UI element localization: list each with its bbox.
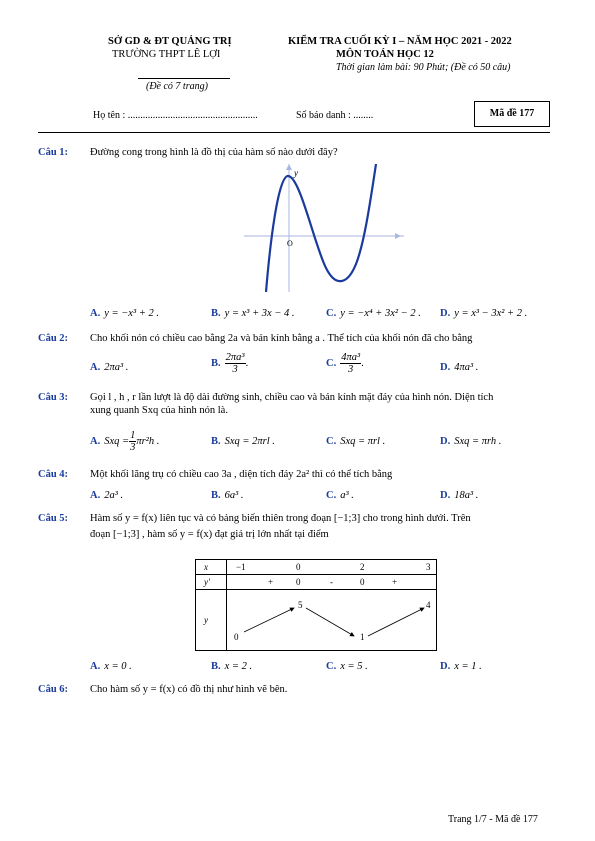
q1-option-a[interactable]: A. y = −x³ + 2 . bbox=[90, 308, 159, 319]
q4-option-b[interactable]: B. 6a³ . bbox=[211, 490, 244, 501]
decrease-arrow bbox=[306, 608, 354, 636]
student-name-field: Họ tên : .................................................... bbox=[93, 110, 258, 121]
y-value: 5 bbox=[298, 600, 303, 610]
x-value: 3 bbox=[426, 562, 431, 572]
question-text: Cho khối nón có chiều cao bằng 2a và bán kính bằng a . Thể tích của khối nón đã cho bằng bbox=[90, 333, 473, 344]
increase-arrow bbox=[244, 608, 294, 632]
q2-option-d[interactable]: D. 4πa³ . bbox=[440, 362, 479, 373]
y-arrow-icon bbox=[286, 164, 292, 170]
question-text-line2: đoạn [−1;3] , hàm số y = f(x) đạt giá trị lớn nhất tại điểm bbox=[90, 529, 329, 540]
school-dept: SỞ GD & ĐT QUẢNG TRỊ bbox=[108, 36, 232, 47]
yprime-sign: - bbox=[330, 577, 333, 587]
q1-option-c[interactable]: C. y = −x⁴ + 3x² − 2 . bbox=[326, 308, 421, 319]
school-name: TRƯỜNG THPT LÊ LỢI bbox=[112, 49, 221, 60]
header-divider bbox=[138, 78, 230, 79]
question-text: Hàm số y = f(x) liên tục và có bảng biến thiên trong đoạn [−1;3] cho trong hình dưới. Trên bbox=[90, 513, 471, 524]
q3-option-a[interactable]: A. Sxq = $\frac{1}{3}$ πr²h . bbox=[90, 430, 160, 453]
question-text: Đường cong trong hình là đồ thị của hàm số nào dưới đây? bbox=[90, 147, 338, 158]
q4-option-d[interactable]: D. 18a³ . bbox=[440, 490, 479, 501]
question-label: Câu 4: bbox=[38, 469, 69, 480]
yprime-sign: + bbox=[392, 577, 398, 587]
q2-option-b[interactable]: B. $\frac{\text{2πa³}}{3}$ . bbox=[211, 352, 249, 375]
q4-option-a[interactable]: A. 2a³ . bbox=[90, 490, 124, 501]
exam-title: KIỂM TRA CUỐI KỲ I – NĂM HỌC 2021 - 2022 bbox=[288, 36, 512, 47]
function-curve bbox=[266, 164, 376, 292]
q5-option-b[interactable]: B. x = 2 . bbox=[211, 661, 253, 672]
x-value: 0 bbox=[296, 562, 301, 572]
x-value: −1 bbox=[236, 562, 246, 572]
header-rule bbox=[38, 132, 550, 133]
question-label: Câu 1: bbox=[38, 147, 69, 158]
variation-arrows bbox=[196, 560, 436, 650]
question-text-line2: xung quanh Sxq của hình nón là. bbox=[90, 405, 228, 416]
x-arrow-icon bbox=[395, 233, 401, 239]
q3-option-c[interactable]: C. Sxq = πrl . bbox=[326, 436, 386, 447]
question-label: Câu 2: bbox=[38, 333, 69, 344]
y-value: 4 bbox=[426, 600, 431, 610]
variation-table bbox=[195, 559, 437, 651]
question-label: Câu 6: bbox=[38, 684, 69, 695]
q4-option-c[interactable]: C. a³ . bbox=[326, 490, 354, 501]
yprime-label: y' bbox=[204, 577, 210, 587]
y-value: 1 bbox=[360, 632, 365, 642]
time-note: Thời gian làm bài: 90 Phút; (Đề có 50 câu) bbox=[336, 62, 511, 73]
q1-option-d[interactable]: D. y = x³ − 3x² + 2 . bbox=[440, 308, 528, 319]
yprime-sign: + bbox=[268, 577, 274, 587]
page-count-note: (Đề có 7 trang) bbox=[146, 81, 208, 92]
question-label: Câu 3: bbox=[38, 392, 69, 403]
question-text: Gọi l , h , r lần lượt là độ dài đường sinh, chiều cao và bán kính mặt đáy của hình nón. Diện tích bbox=[90, 392, 494, 403]
q1-option-b[interactable]: B. y = x³ + 3x − 4 . bbox=[211, 308, 295, 319]
increase-arrow bbox=[368, 608, 424, 636]
y-value: 0 bbox=[234, 632, 239, 642]
q2-option-a[interactable]: A. 2πa³ . bbox=[90, 362, 129, 373]
q2-option-c[interactable]: C. $\frac{\text{4πa³}}{3}$ . bbox=[326, 352, 364, 375]
q5-option-c[interactable]: C. x = 5 . bbox=[326, 661, 368, 672]
x-value: 2 bbox=[360, 562, 365, 572]
q3-option-b[interactable]: B. Sxq = 2πrl . bbox=[211, 436, 275, 447]
x-label: x bbox=[204, 562, 208, 572]
y-label: y bbox=[204, 615, 208, 625]
question-text: Một khối lăng trụ có chiều cao 3a , diện tích đáy 2a² thì có thể tích bằng bbox=[90, 469, 393, 480]
yprime-sign: 0 bbox=[296, 577, 301, 587]
q1-graph bbox=[244, 164, 404, 292]
student-id-field: Số báo danh : ........ bbox=[296, 110, 374, 121]
q5-option-a[interactable]: A. x = 0 . bbox=[90, 661, 132, 672]
subject-title: MÔN TOÁN HỌC 12 bbox=[336, 49, 434, 60]
exam-code-box: Mã đề 177 bbox=[474, 101, 550, 127]
y-axis-label: y bbox=[294, 168, 298, 178]
q5-option-d[interactable]: D. x = 1 . bbox=[440, 661, 482, 672]
question-label: Câu 5: bbox=[38, 513, 69, 524]
question-text: Cho hàm số y = f(x) có đồ thị như hình vẽ bên. bbox=[90, 684, 288, 695]
q3-option-d[interactable]: D. Sxq = πrh . bbox=[440, 436, 502, 447]
page-footer: Trang 1/7 - Mã đề 177 bbox=[448, 814, 538, 825]
origin-label: O bbox=[287, 239, 293, 248]
yprime-sign: 0 bbox=[360, 577, 365, 587]
